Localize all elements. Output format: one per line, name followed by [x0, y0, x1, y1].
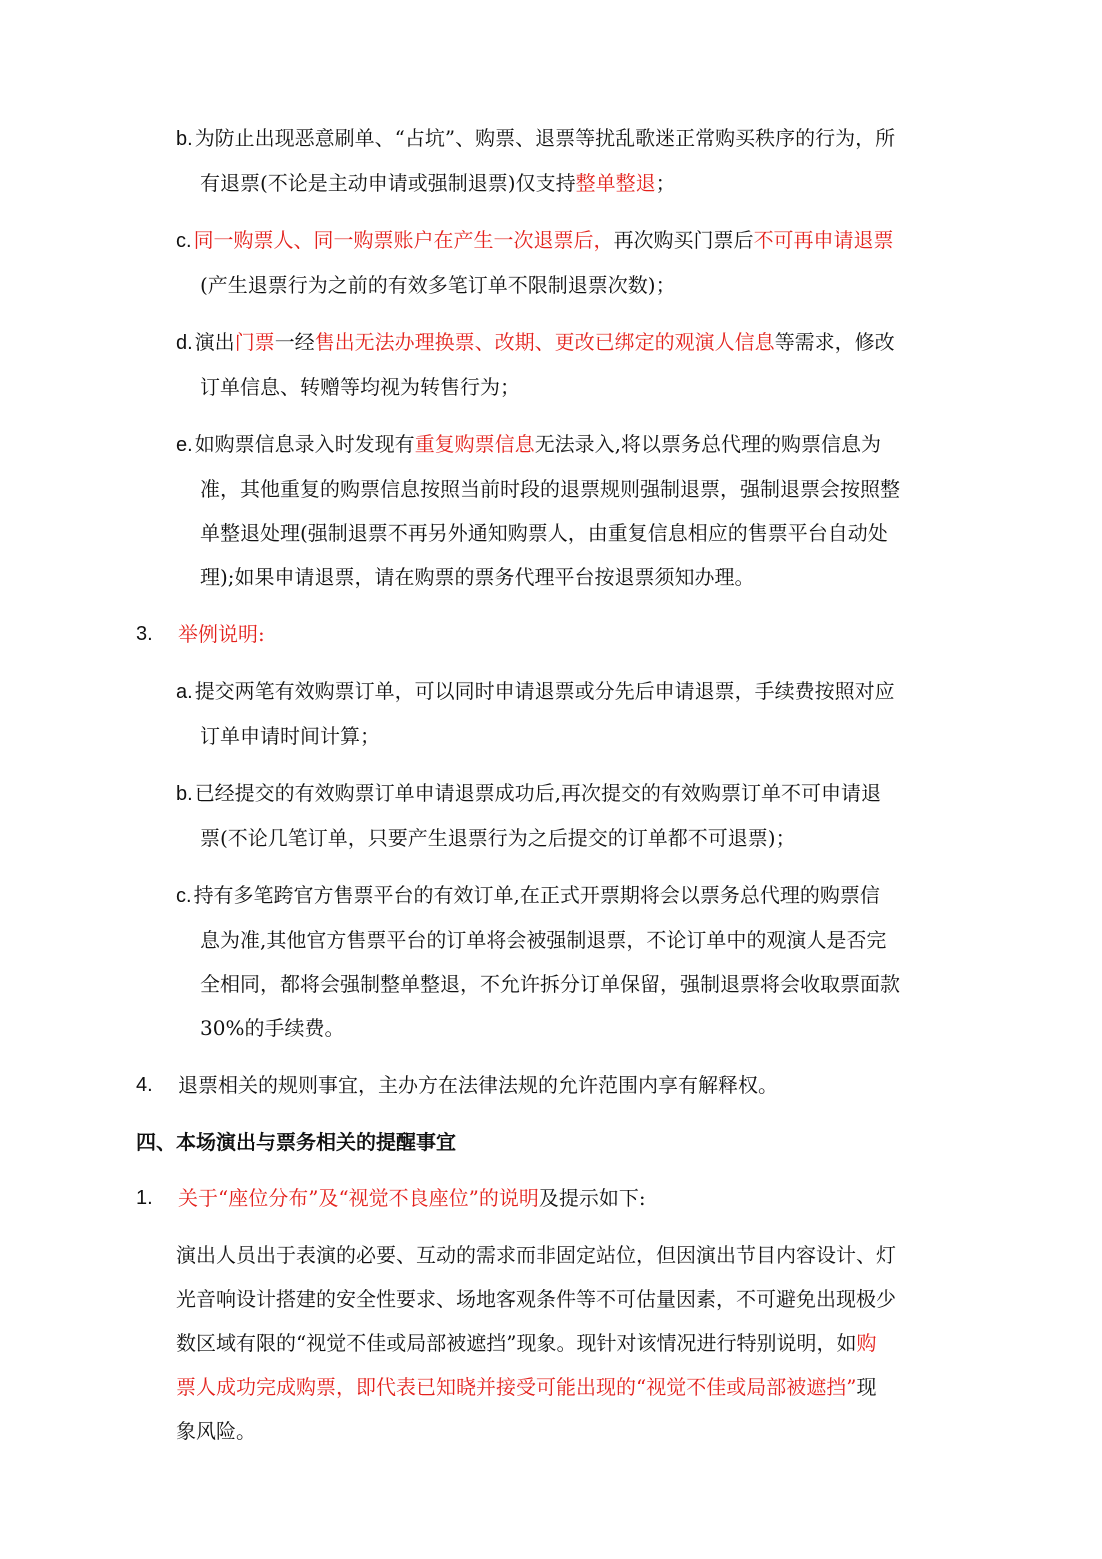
highlighted-text: 购	[856, 1331, 877, 1355]
sub-list-item	[0, 116, 964, 205]
sub-list-item	[0, 669, 964, 758]
text-line	[176, 816, 964, 860]
text-line	[176, 263, 964, 307]
text-line	[176, 1006, 964, 1050]
text-run: ；	[655, 171, 676, 195]
text-run: 无法录入,将以票务总代理的购票信息为	[534, 432, 882, 456]
text-run: 光音响设计搭建的安全性要求、场地客观条件等不可估量因素，不可避免出现极少	[176, 1287, 896, 1311]
text-line	[176, 1365, 964, 1409]
text-run: 已经提交的有效购票订单申请退票成功后,再次提交的有效购票订单不可申请退	[194, 781, 882, 805]
section-heading	[0, 1120, 1102, 1164]
text-line	[176, 116, 964, 161]
sub-list-item	[0, 873, 964, 1050]
list-marker: c.	[176, 885, 192, 907]
list-marker: 3.	[136, 623, 153, 645]
text-run: 象风险。	[176, 1419, 256, 1443]
text-line	[178, 612, 964, 656]
highlighted-text: 不可再申请退票	[753, 228, 894, 252]
text-line	[178, 1176, 964, 1220]
list-marker: b.	[176, 128, 193, 150]
text-run: 30%的手续费。	[200, 1016, 345, 1040]
text-line	[176, 918, 964, 962]
highlighted-text: 门票	[234, 330, 275, 354]
text-run: 理);如果申请退票，请在购票的票务代理平台按退票须知办理。	[200, 565, 755, 589]
text-run: 提交两笔有效购票订单，可以同时申请退票或分先后申请退票，手续费按照对应	[194, 679, 895, 703]
highlighted-text: 票人成功完成购票，即代表已知晓并接受可能出现的“视觉不佳或局部被遮挡”	[176, 1375, 857, 1399]
text-run: 如购票信息录入时发现有	[194, 432, 415, 456]
text-line	[176, 511, 964, 555]
text-line	[176, 1409, 964, 1453]
text-line	[176, 365, 964, 409]
sub-list-item	[0, 422, 964, 599]
highlighted-text: 售出无法办理换票、改期、更改已绑定的观演人信息	[314, 330, 775, 354]
text-run: (产生退票行为之前的有效多笔订单不限制退票次数)；	[200, 273, 676, 297]
text-run: 再次购买门票后	[613, 228, 754, 252]
highlighted-text: 整单整退	[575, 171, 656, 195]
text-run: 订单申请时间计算；	[200, 724, 380, 748]
numbered-list-item	[0, 1176, 964, 1220]
sub-list-item	[0, 320, 964, 409]
list-marker: b.	[176, 783, 193, 805]
text-line	[176, 873, 964, 918]
sub-list-item	[0, 218, 964, 307]
list-marker: d.	[176, 332, 193, 354]
text-run: 准，其他重复的购票信息按照当前时段的退票规则强制退票，强制退票会按照整	[200, 477, 900, 501]
text-line	[136, 1120, 1102, 1164]
text-run: 一经	[274, 330, 315, 354]
text-run: 现	[856, 1375, 877, 1399]
text-run: 全相同，都将会强制整单整退，不允许拆分订单保留，强制退票将会收取票面款	[200, 972, 900, 996]
text-run: 有退票(不论是主动申请或强制退票)仅支持	[200, 171, 576, 195]
list-marker: 1.	[136, 1187, 153, 1209]
text-line	[178, 1063, 964, 1107]
text-line	[176, 669, 964, 714]
list-marker: e.	[176, 434, 193, 456]
text-run: 息为准,其他官方售票平台的订单将会被强制退票，不论订单中的观演人是否完	[200, 928, 887, 952]
numbered-list-item	[0, 612, 964, 656]
document-body	[0, 116, 1102, 1466]
highlighted-text: 举例说明:	[178, 622, 265, 646]
sub-list-item	[0, 771, 964, 860]
text-run: 订单信息、转赠等均视为转售行为；	[200, 375, 520, 399]
text-run: 演出	[194, 330, 235, 354]
text-run: 单整退处理(强制退票不再另外通知购票人，由重复信息相应的售票平台自动处	[200, 521, 888, 545]
text-line	[176, 1233, 964, 1277]
text-line	[176, 555, 964, 599]
text-line	[176, 467, 964, 511]
text-run: 为防止出现恶意刷单、“占坑”、购票、退票等扰乱歌迷正常购买秩序的行为，所	[194, 126, 896, 150]
text-run: 演出人员出于表演的必要、互动的需求而非固定站位，但因演出节目内容设计、灯	[176, 1243, 896, 1267]
highlighted-text: 关于“座位分布”及“视觉不良座位”的说明	[178, 1186, 539, 1210]
list-marker: c.	[176, 230, 192, 252]
text-line	[176, 714, 964, 758]
text-line	[176, 422, 964, 467]
text-line	[176, 771, 964, 816]
text-run: 及提示如下:	[538, 1186, 646, 1210]
list-marker: a.	[176, 681, 193, 703]
text-line	[176, 218, 964, 263]
text-run: 退票相关的规则事宜，主办方在法律法规的允许范围内享有解释权。	[178, 1073, 778, 1097]
numbered-list-item	[0, 1063, 964, 1107]
paragraph	[0, 1233, 964, 1453]
text-run: 持有多笔跨官方售票平台的有效订单,在正式开票期将会以票务总代理的购票信	[193, 883, 880, 907]
text-line	[176, 320, 964, 365]
text-run: 等需求，修改	[774, 330, 895, 354]
text-line	[176, 1277, 964, 1321]
list-marker: 4.	[136, 1074, 153, 1096]
highlighted-text: 同一购票人、同一购票账户在产生一次退票后，	[193, 228, 614, 252]
text-run: 票(不论几笔订单，只要产生退票行为之后提交的订单都不可退票)；	[200, 826, 796, 850]
text-line	[176, 1321, 964, 1365]
text-line	[176, 962, 964, 1006]
text-run: 四、本场演出与票务相关的提醒事宜	[136, 1130, 456, 1154]
text-line	[176, 161, 964, 205]
text-run: 数区域有限的“视觉不佳或局部被遮挡”现象。现针对该情况进行特别说明，如	[176, 1331, 857, 1355]
highlighted-text: 重复购票信息	[414, 432, 535, 456]
